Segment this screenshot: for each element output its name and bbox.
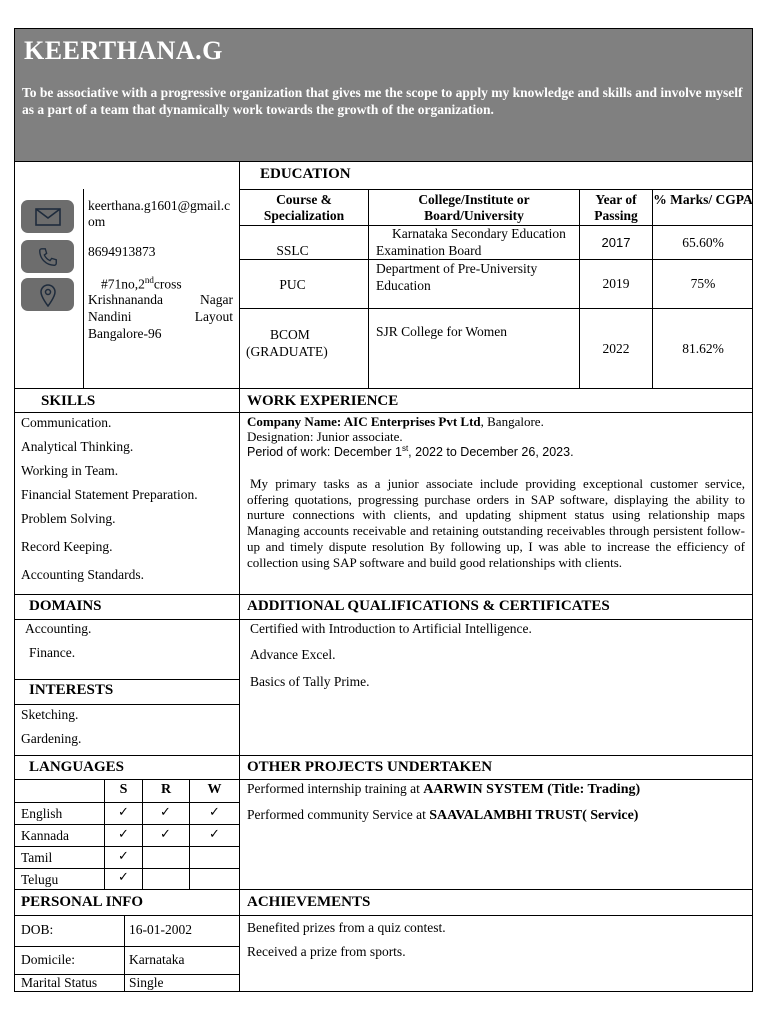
contact-address-line3: Nandini Layout (88, 309, 233, 324)
project-item: Performed internship training at AARWIN SYSTEM (Title: Trading) (247, 781, 641, 797)
education-title: EDUCATION (260, 166, 351, 182)
contact-phone[interactable]: 8694913873 (88, 244, 156, 259)
domains-title: DOMAINS (29, 598, 102, 614)
mail-icon (21, 200, 74, 233)
career-objective: To be associative with a progressive organization that gives me the scope to apply my knowledge and skills and involve myself as a part of a team that dynamically work towards the growth of the organization. (22, 85, 743, 117)
qualification-item: Advance Excel. (250, 647, 336, 662)
languages-col-read: R (160, 782, 172, 797)
languages-title: LANGUAGES (29, 759, 125, 775)
projects-title: OTHER PROJECTS UNDERTAKEN (247, 759, 493, 775)
skills-title: SKILLS (41, 393, 96, 409)
section-rule (14, 412, 753, 413)
work-company: Company Name: AIC Enterprises Pvt Ltd, Bangalore. (247, 414, 544, 429)
section-rule (14, 679, 240, 680)
check-kannada-speak: ✓ (118, 826, 129, 841)
personal-value-dob: 16-01-2002 (129, 922, 192, 937)
education-year-bcom: 2022 (602, 341, 630, 356)
education-course-bcom: BCOM (GRADUATE) (246, 327, 328, 359)
skill-item: Communication. (21, 415, 112, 430)
check-kannada-write: ✓ (209, 826, 220, 841)
check-kannada-read: ✓ (160, 826, 171, 841)
work-experience-title: WORK EXPERIENCE (247, 393, 399, 409)
languages-row-rule (14, 846, 240, 847)
achievement-item: Benefited prizes from a quiz contest. (247, 920, 446, 935)
education-header-college: College/Institute or Board/University (418, 192, 530, 223)
education-marks-sslc: 65.60% (682, 235, 724, 250)
phone-icon (21, 240, 74, 273)
location-icon (21, 278, 74, 311)
contact-icon-rule (83, 189, 84, 389)
achievement-item: Received a prize from sports. (247, 944, 406, 959)
section-rule (14, 619, 753, 620)
education-row-rule (239, 259, 753, 260)
education-college-bcom: SJR College for Women (376, 324, 508, 339)
education-college-puc: Department of Pre-University Education (376, 261, 538, 293)
personal-row-rule (14, 946, 240, 947)
qualification-item: Basics of Tally Prime. (250, 674, 370, 689)
personal-label-domicile: Domicile: (21, 952, 75, 967)
language-name: English (21, 806, 63, 821)
education-header-year: Year of Passing (594, 192, 638, 223)
skill-item: Analytical Thinking. (21, 439, 134, 454)
candidate-name: KEERTHANA.G (24, 36, 223, 65)
education-year-sslc: 2017 (601, 235, 631, 250)
education-title-rule (239, 189, 753, 190)
languages-row-rule (14, 802, 240, 803)
check-english-write: ✓ (209, 804, 220, 819)
education-course-puc: PUC (279, 277, 306, 292)
contact-address-line2: Krishnananda Nagar (88, 292, 233, 307)
interests-title: INTERESTS (29, 682, 114, 698)
interest-item: Sketching. (21, 707, 79, 722)
skill-item: Working in Team. (21, 463, 119, 478)
education-course-sslc: SSLC (276, 243, 309, 258)
skill-item: Accounting Standards. (21, 567, 144, 582)
skill-item: Record Keeping. (21, 539, 113, 554)
check-tamil-speak: ✓ (118, 848, 129, 863)
personal-info-title: PERSONAL INFO (21, 894, 144, 910)
section-rule (14, 755, 753, 756)
language-name: Tamil (21, 850, 53, 865)
language-name: Kannada (21, 828, 69, 843)
contact-address-line1: #71no,2ndcross (101, 275, 182, 292)
work-designation: Designation: Junior associate. (247, 429, 403, 444)
languages-col-speak: S (119, 782, 128, 797)
education-year-puc: 2019 (602, 276, 630, 291)
education-header-course: Course & Specialization (263, 192, 345, 223)
domain-item: Accounting. (25, 621, 92, 636)
section-rule (14, 388, 753, 389)
personal-label-marital: Marital Status (21, 975, 98, 990)
domain-item: Finance. (29, 645, 76, 660)
education-marks-puc: 75% (690, 276, 716, 291)
work-description: My primary tasks as a junior associate include providing exceptional customer service, offering quotations, progressing purchase orders in SAP software, displaying the ability to nurture connections with clients, and updating shipment status using relationship maps Managing accounts receivable and retaining outstanding receivables through persistent follow-up and timely dispute resolution By following up, I was able to increase the efficiency of collection using SAP software and build good relationships with clients. (247, 476, 745, 570)
education-header-marks: % Marks/ CGPA (653, 192, 753, 207)
personal-value-marital: Single (129, 975, 164, 990)
section-rule (14, 704, 240, 705)
qualification-item: Certified with Introduction to Artificial Intelligence. (250, 621, 532, 636)
languages-col-write: W (207, 782, 222, 797)
personal-value-domicile: Karnataka (129, 952, 185, 967)
contact-email[interactable]: keerthana.g1601@gmail.com (88, 198, 231, 229)
languages-row-rule (14, 824, 240, 825)
achievements-title: ACHIEVEMENTS (247, 894, 371, 910)
skill-item: Problem Solving. (21, 511, 116, 526)
interest-item: Gardening. (21, 731, 82, 746)
check-english-read: ✓ (160, 804, 171, 819)
project-item: Performed community Service at SAAVALAMBHI TRUST( Service) (247, 807, 639, 823)
section-rule (14, 594, 753, 595)
section-rule (14, 889, 753, 890)
check-telugu-speak: ✓ (118, 869, 129, 884)
personal-col-rule (124, 915, 125, 992)
language-name: Telugu (21, 872, 59, 887)
qualifications-title: ADDITIONAL QUALIFICATIONS & CERTIFICATES (247, 598, 610, 614)
work-period: Period of work: December 1st, 2022 to December 26, 2023. (247, 444, 574, 460)
skill-item: Financial Statement Preparation. (21, 487, 198, 502)
personal-label-dob: DOB: (21, 922, 54, 937)
section-rule (14, 779, 753, 780)
education-row-rule (239, 308, 753, 309)
contact-address-line4: Bangalore-96 (88, 326, 162, 341)
education-college-sslc: Karnataka Secondary Education Examination Board (376, 226, 566, 258)
check-english-speak: ✓ (118, 804, 129, 819)
education-marks-bcom: 81.62% (682, 341, 724, 356)
